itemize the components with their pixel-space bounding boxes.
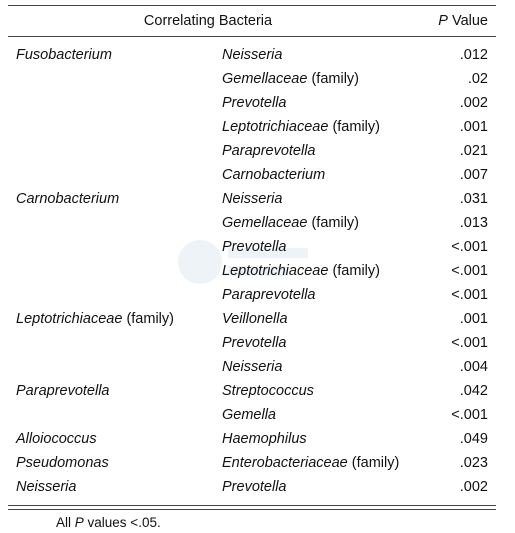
correlating-bacterium-cell — [222, 359, 282, 375]
p-value-cell: .013 — [459, 215, 488, 231]
p-value-cell: <.001 — [451, 263, 488, 279]
correlating-bacterium-cell — [222, 407, 276, 423]
organism-cell — [16, 479, 76, 495]
organism-suffix: (family) — [122, 311, 174, 327]
organism-cell — [16, 191, 119, 207]
correlating-bacterium-cell — [222, 455, 399, 471]
correlating-bacterium-cell — [222, 311, 288, 327]
correlating-bacterium-suffix: (family) — [307, 215, 359, 231]
correlating-bacterium-suffix: (family) — [328, 119, 380, 135]
correlating-bacterium-cell — [222, 335, 286, 351]
p-value-cell: .031 — [459, 191, 488, 207]
organism-name: Carnobacterium — [16, 191, 120, 207]
correlating-bacterium-name: Leptotrichiaceae — [222, 119, 329, 135]
correlating-bacterium-name: Enterobacteriaceae — [222, 455, 348, 471]
p-value-cell: .001 — [459, 311, 488, 327]
correlating-bacterium-name: Prevotella — [222, 479, 287, 495]
organism-cell — [16, 47, 112, 63]
p-value-cell: .002 — [459, 479, 488, 495]
table-row — [8, 307, 496, 331]
correlating-bacterium-cell — [222, 383, 314, 399]
organism-cell — [16, 383, 110, 399]
p-value-cell: .02 — [467, 71, 488, 87]
correlating-bacterium-name: Veillonella — [222, 311, 288, 327]
correlating-bacterium-suffix: (family) — [328, 263, 380, 279]
organism-cell — [16, 455, 109, 471]
correlating-bacterium-name: Gemella — [222, 407, 276, 423]
table-row — [8, 139, 496, 163]
correlating-bacterium-name: Paraprevotella — [222, 143, 316, 159]
p-value-cell: <.001 — [451, 287, 488, 303]
table-header — [8, 6, 496, 36]
correlating-bacterium-suffix: (family) — [307, 71, 359, 87]
table-row — [8, 451, 496, 475]
header-correlating-bacteria: Correlating Bacteria — [143, 13, 273, 29]
organism-name: Leptotrichiaceae — [16, 311, 123, 327]
p-value-cell: .004 — [459, 359, 488, 375]
correlating-bacterium-cell — [222, 191, 282, 207]
table-row — [8, 43, 496, 67]
correlating-bacterium-name: Neisseria — [222, 191, 283, 207]
header-p-value — [438, 13, 488, 29]
p-value-cell: .049 — [459, 431, 488, 447]
organism-name: Fusobacterium — [16, 47, 112, 63]
correlating-bacterium-name: Leptotrichiaceae — [222, 263, 329, 279]
organism-cell — [16, 431, 97, 447]
table-row — [8, 331, 496, 355]
p-value-cell: .001 — [459, 119, 488, 135]
table-bottom-rule-2 — [8, 509, 496, 510]
correlating-bacterium-cell — [222, 287, 316, 303]
table-body — [8, 37, 496, 505]
correlating-bacterium-name: Gemellaceae — [222, 215, 308, 231]
table-row — [8, 163, 496, 187]
p-value-cell: .021 — [459, 143, 488, 159]
p-value-cell: <.001 — [451, 407, 488, 423]
table-row — [8, 187, 496, 211]
correlation-table — [8, 0, 496, 510]
p-value-cell: <.001 — [451, 335, 488, 351]
p-value-cell: .042 — [459, 383, 488, 399]
correlating-bacterium-name: Streptococcus — [222, 383, 314, 399]
correlating-bacterium-cell — [222, 263, 380, 279]
table-row — [8, 355, 496, 379]
p-value-cell: .002 — [459, 95, 488, 111]
organism-name: Pseudomonas — [16, 455, 109, 471]
table-row — [8, 91, 496, 115]
organism-name: Neisseria — [16, 479, 77, 495]
correlating-bacterium-cell — [222, 215, 359, 231]
p-value-cell: .007 — [459, 167, 488, 183]
p-value-cell: <.001 — [451, 239, 488, 255]
table-row — [8, 427, 496, 451]
correlating-bacterium-cell — [222, 239, 286, 255]
organism-cell — [16, 311, 174, 327]
header-p-rest: Value — [447, 13, 488, 29]
correlating-bacterium-suffix: (family) — [347, 455, 400, 471]
correlating-bacterium-name: Haemophilus — [222, 431, 307, 447]
correlating-bacterium-name: Prevotella — [222, 95, 287, 111]
organism-name: Alloiococcus — [16, 431, 97, 447]
p-value-cell: .023 — [459, 455, 488, 471]
p-value-cell: .012 — [459, 47, 488, 63]
table-row — [8, 259, 496, 283]
correlating-bacterium-cell — [222, 119, 380, 135]
correlating-bacterium-name: Paraprevotella — [222, 287, 316, 303]
correlating-bacterium-cell — [222, 479, 286, 495]
correlating-bacterium-cell — [222, 71, 359, 87]
correlating-bacterium-cell — [222, 431, 307, 447]
table-footnote — [56, 515, 161, 530]
correlating-bacterium-name: Prevotella — [222, 239, 287, 255]
footnote-prefix: All — [56, 515, 75, 530]
footnote-p-italic: P — [74, 515, 84, 530]
table-row — [8, 67, 496, 91]
table-row — [8, 115, 496, 139]
table-row — [8, 211, 496, 235]
correlating-bacterium-name: Neisseria — [222, 47, 283, 63]
organism-name: Paraprevotella — [16, 383, 110, 399]
table-bottom-rule — [8, 505, 496, 506]
correlating-bacterium-name: Neisseria — [222, 359, 283, 375]
correlating-bacterium-cell — [222, 167, 325, 183]
correlating-bacterium-cell — [222, 143, 316, 159]
header-p-italic: P — [438, 13, 448, 29]
table-row — [8, 283, 496, 307]
footnote-suffix: values <.05. — [83, 515, 161, 530]
correlating-bacterium-cell — [222, 95, 286, 111]
correlating-bacterium-cell — [222, 47, 282, 63]
correlating-bacterium-name: Prevotella — [222, 335, 287, 351]
table-row — [8, 379, 496, 403]
table-row — [8, 475, 496, 499]
table-row — [8, 403, 496, 427]
correlating-bacterium-name: Carnobacterium — [222, 167, 326, 183]
correlating-bacterium-name: Gemellaceae — [222, 71, 308, 87]
table-row — [8, 235, 496, 259]
